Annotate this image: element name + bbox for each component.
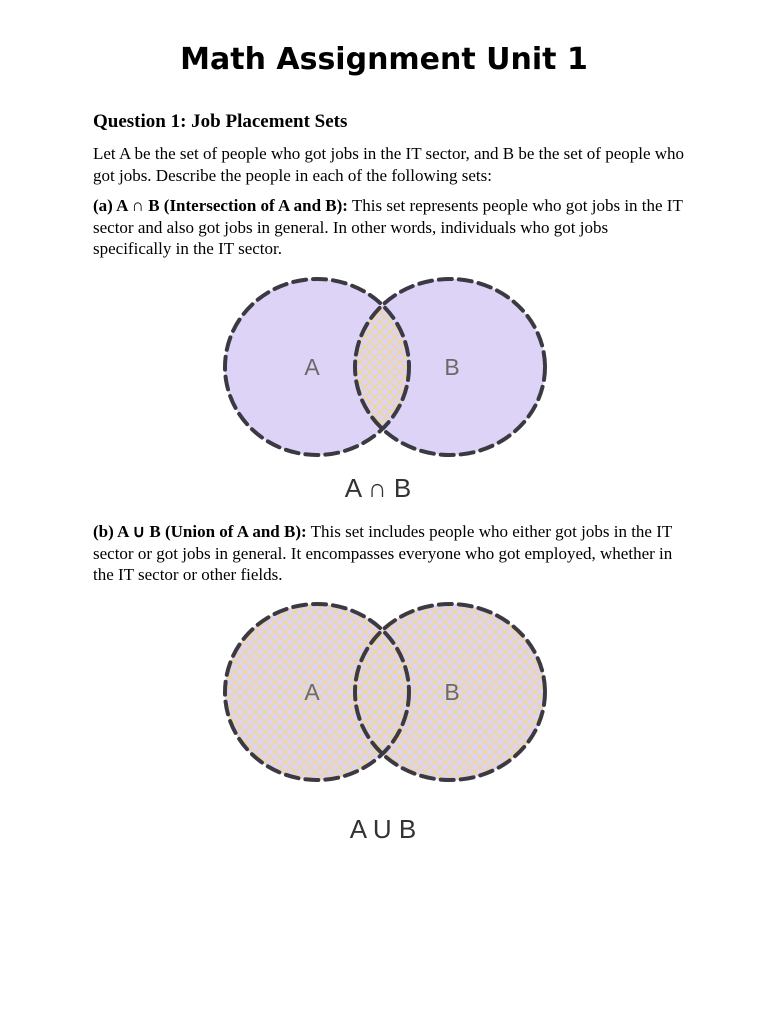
diagram-caption-intersection: A ∩ B xyxy=(344,473,412,503)
part-a-text: This set represents people who got jobs in the IT sector and also got jobs in general. In other words, individuals who got jobs specifically in the IT sector. xyxy=(93,196,683,258)
part-b-text: This set includes people who either got jobs in the IT sector or got jobs in general. It encompasses everyone who got employed, whether in the IT sector or other fields. xyxy=(93,522,673,584)
page-title: Math Assignment Unit 1 xyxy=(180,42,588,77)
venn-diagram-union xyxy=(220,597,550,789)
set-b-label: B xyxy=(444,354,460,380)
set-b-label: B xyxy=(444,679,460,705)
part-a-paragraph xyxy=(93,195,685,260)
part-a-lead: (a) A ∩ B (Intersection of A and B): xyxy=(93,196,348,215)
diagram-caption-union: A U B xyxy=(349,814,417,844)
question-intro: Let A be the set of people who got jobs in the IT sector, and B be the set of people who got jobs. Describe the people in each of the following sets: xyxy=(93,144,685,185)
part-b-paragraph xyxy=(93,521,685,586)
question-heading: Question 1: Job Placement Sets xyxy=(93,111,348,132)
set-a-label: A xyxy=(304,354,320,380)
venn-diagram-intersection xyxy=(220,272,550,464)
set-a-label: A xyxy=(304,679,320,705)
part-b-lead: (b) A ∪ B (Union of A and B): xyxy=(93,522,307,541)
